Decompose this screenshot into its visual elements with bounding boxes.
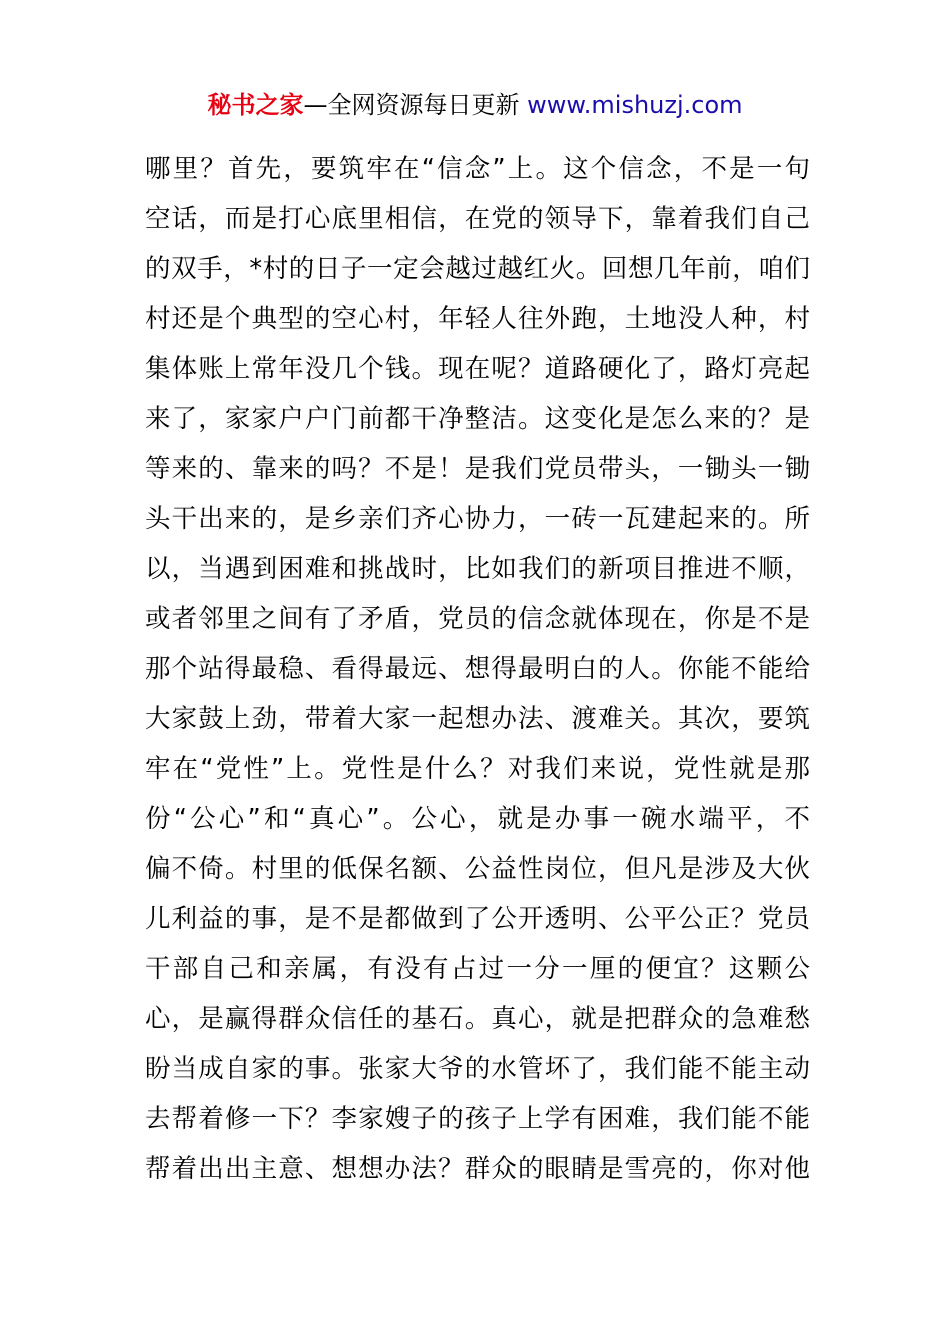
text-line: 帮着出出主意、想想办法？群众的眼睛是雪亮的，你对他 <box>145 1154 810 1184</box>
text-line: 村还是个典型的空心村，年轻人往外跑，土地没人种，村 <box>145 304 810 334</box>
text-line: 的双手，*村的日子一定会越过越红火。回想几年前，咱们 <box>145 254 810 284</box>
text-line: 等来的、靠来的吗？不是！是我们党员带头，一锄头一锄 <box>145 454 810 484</box>
text-line: 儿利益的事，是不是都做到了公开透明、公平公正？党员 <box>145 904 810 934</box>
text-line: 空话，而是打心底里相信，在党的领导下，靠着我们自己 <box>145 204 810 234</box>
text-line: 头干出来的，是乡亲们齐心协力，一砖一瓦建起来的。所 <box>145 504 810 534</box>
text-line: 以，当遇到困难和挑战时，比如我们的新项目推进不顺， <box>145 554 810 584</box>
text-line: 集体账上常年没几个钱。现在呢？道路硬化了，路灯亮起 <box>145 354 810 384</box>
document-body <box>145 147 810 1197</box>
text-line: 盼当成自家的事。张家大爷的水管坏了，我们能不能主动 <box>145 1054 810 1084</box>
site-url-link[interactable]: www.mishuzj.com <box>527 91 743 119</box>
text-line: 哪里？首先，要筑牢在“信念”上。这个信念，不是一句 <box>145 154 810 184</box>
text-line: 偏不倚。村里的低保名额、公益性岗位，但凡是涉及大伙 <box>145 854 810 884</box>
header-tagline: —全网资源每日更新 <box>303 91 528 119</box>
text-line: 来了，家家户户门前都干净整洁。这变化是怎么来的？是 <box>145 404 810 434</box>
text-line: 干部自己和亲属，有没有占过一分一厘的便宜？这颗公 <box>145 954 810 984</box>
text-line: 大家鼓上劲，带着大家一起想办法、渡难关。其次，要筑 <box>145 704 810 734</box>
text-line: 牢在“党性”上。党性是什么？对我们来说，党性就是那 <box>145 754 810 784</box>
site-header <box>0 88 950 122</box>
text-line: 那个站得最稳、看得最远、想得最明白的人。你能不能给 <box>145 654 810 684</box>
brand-name: 秘书之家 <box>207 91 304 119</box>
text-line: 份“公心”和“真心”。公心，就是办事一碗水端平，不 <box>145 804 810 834</box>
text-line: 心，是赢得群众信任的基石。真心，就是把群众的急难愁 <box>145 1004 810 1034</box>
text-line: 或者邻里之间有了矛盾，党员的信念就体现在，你是不是 <box>145 604 810 634</box>
text-line: 去帮着修一下？李家嫂子的孩子上学有困难，我们能不能 <box>145 1104 810 1134</box>
